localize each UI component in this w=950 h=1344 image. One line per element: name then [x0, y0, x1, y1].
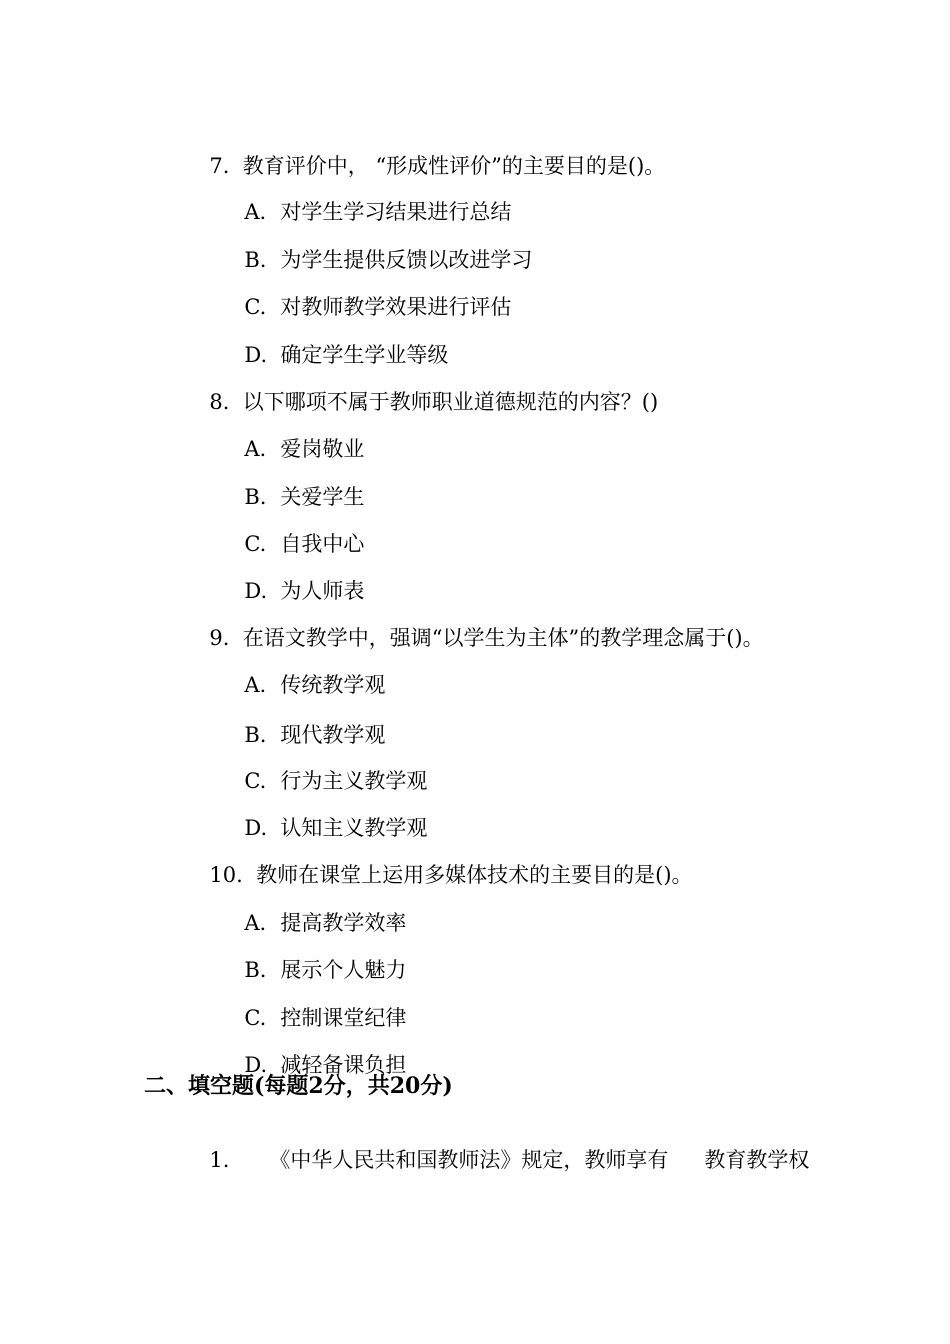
option-10c [231, 979, 406, 1031]
option-text: 控制课堂纪律 [280, 1006, 407, 1030]
question-number: 10. [209, 863, 243, 887]
option-letter: D. [244, 343, 268, 367]
option-text: 展示个人魅力 [280, 958, 407, 982]
question-number: 8. [209, 390, 230, 414]
option-text: 爱岗敬业 [280, 437, 365, 461]
option-text: 为学生提供反馈以改进学习 [280, 248, 533, 272]
option-10d [231, 1026, 406, 1078]
option-letter: B. [244, 485, 267, 509]
question-text: 《中华人民共和国教师法》规定，教师享有 [269, 1148, 669, 1172]
option-letter: C. [244, 532, 267, 556]
option-9c [231, 742, 427, 794]
option-text: 传统教学观 [280, 673, 386, 697]
option-8d [231, 552, 364, 604]
option-letter: C. [244, 769, 267, 793]
question-number: 7. [209, 154, 230, 178]
option-text: 提高教学效率 [280, 911, 407, 935]
option-text: 确定学生学业等级 [280, 343, 449, 367]
option-text: 对教师教学效果进行评估 [280, 295, 512, 319]
question-text: 教育评价中， “形成性评价”的主要目的是()。 [242, 154, 666, 178]
option-letter: C. [244, 1006, 267, 1030]
question-number: 9. [209, 626, 230, 650]
option-letter: D. [244, 579, 268, 603]
question-text: 教师在课堂上运用多媒体技术的主要目的是()。 [256, 863, 693, 887]
question-9 [196, 599, 764, 651]
option-text: 关爱学生 [280, 485, 365, 509]
option-text: 为人师表 [280, 579, 365, 603]
option-9a [231, 646, 385, 698]
option-7d [231, 316, 448, 368]
question-text: 以下哪项不属于教师职业道德规范的内容？() [242, 390, 659, 414]
option-letter: C. [244, 295, 267, 319]
question-text: 在语文教学中，强调“以学生为主体”的教学理念属于()。 [242, 626, 764, 650]
question-8 [196, 363, 658, 415]
option-7c [231, 268, 511, 320]
option-letter: A. [244, 911, 267, 935]
option-letter: B. [244, 723, 267, 747]
option-text: 对学生学习结果进行总结 [280, 200, 512, 224]
question-7 [196, 127, 665, 179]
option-7b [231, 221, 532, 273]
option-text: 减轻备课负担 [280, 1053, 407, 1077]
option-9d [231, 789, 427, 841]
option-text: 认知主义教学观 [280, 816, 428, 840]
blank-answer: 教育教学权 [704, 1148, 810, 1172]
question-number: 1. [209, 1148, 230, 1172]
option-8a [231, 410, 364, 462]
option-letter: A. [244, 200, 267, 224]
option-text: 现代教学观 [280, 723, 386, 747]
section-heading: 二、填空题(每题2分，共20分) [144, 1073, 453, 1099]
option-letter: A. [244, 673, 267, 697]
option-letter: B. [244, 958, 267, 982]
option-9b [231, 696, 385, 748]
option-8b [231, 458, 364, 510]
question-10 [196, 836, 693, 888]
option-letter: A. [244, 437, 267, 461]
option-8c [231, 505, 364, 557]
option-7a [231, 173, 511, 225]
option-letter: D. [244, 1053, 268, 1077]
option-letter: B. [244, 248, 267, 272]
option-10a [231, 884, 406, 936]
option-10b [231, 931, 406, 983]
option-text: 自我中心 [280, 532, 365, 556]
option-text: 行为主义教学观 [280, 769, 428, 793]
option-letter: D. [244, 816, 268, 840]
fill-blank-1 [196, 1121, 809, 1173]
